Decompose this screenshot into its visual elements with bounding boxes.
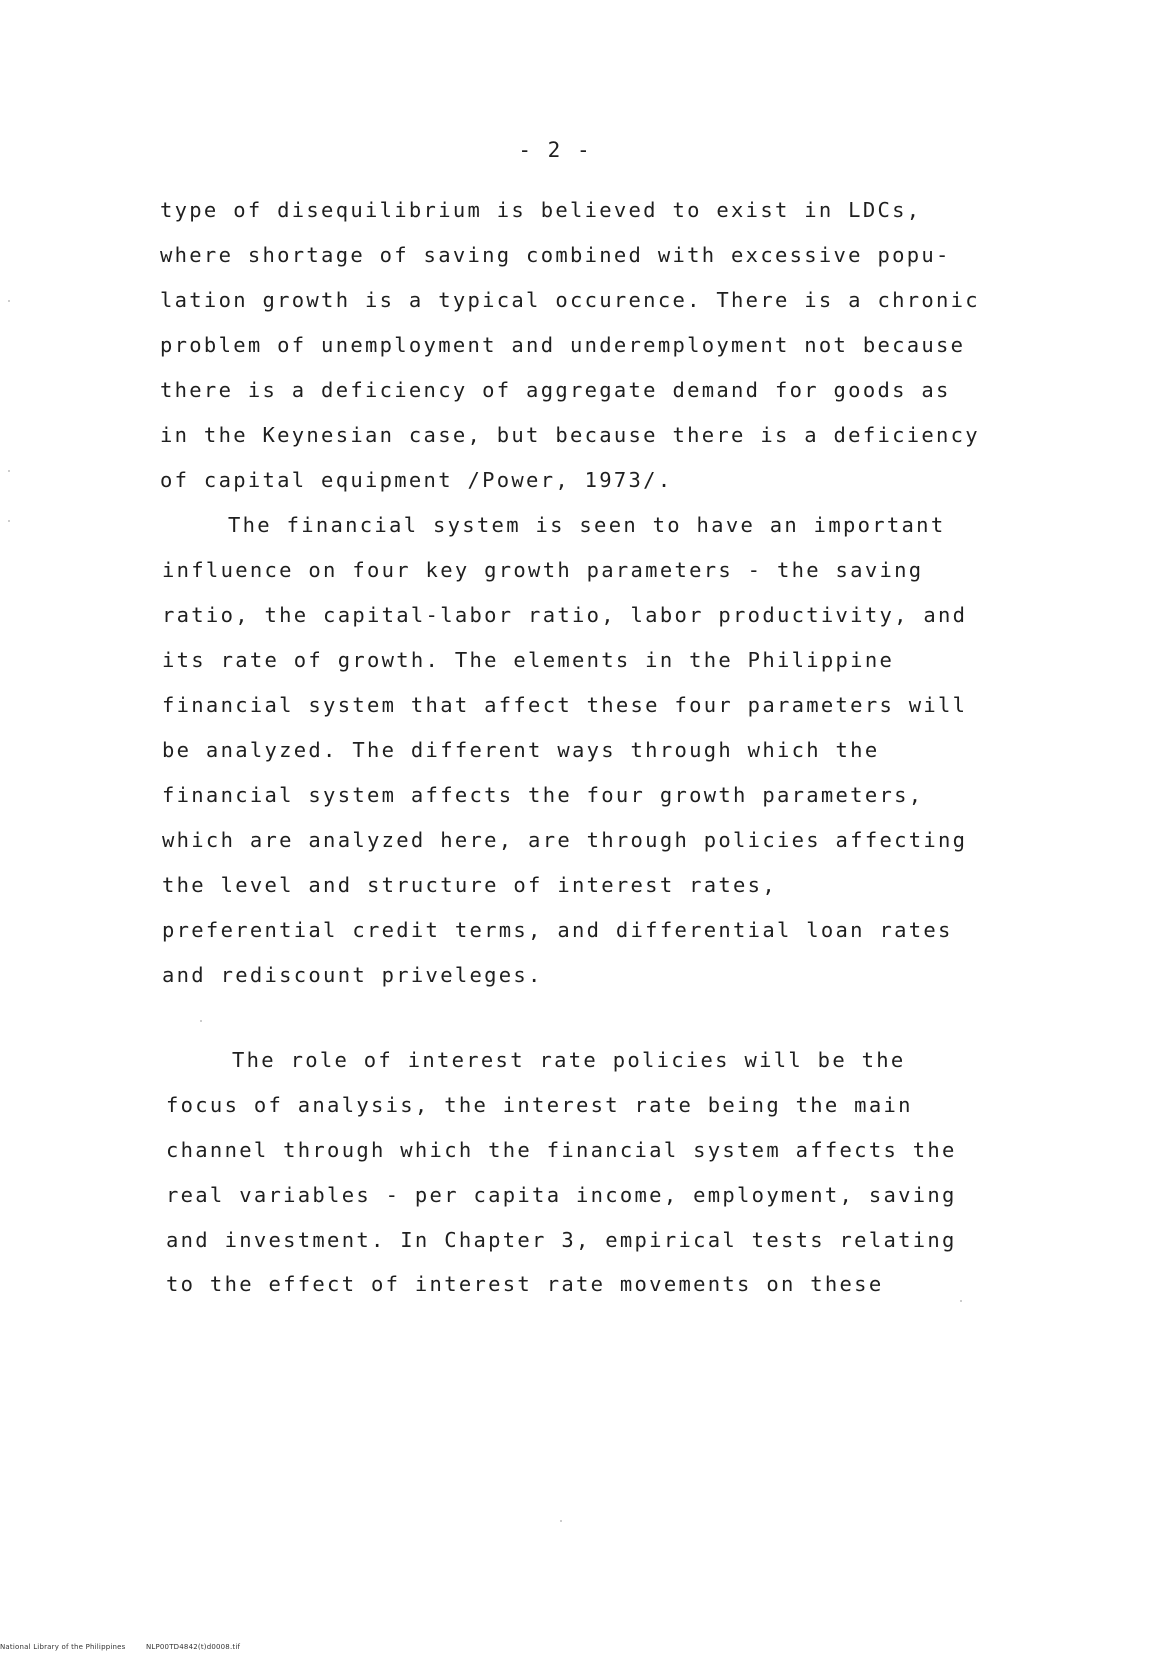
text-line: real variables - per capita income, employment, saving: [166, 1183, 957, 1207]
text-line: type of disequilibrium is believed to exist in LDCs,: [160, 198, 922, 222]
text-line: preferential credit terms, and differential loan rates: [162, 918, 953, 942]
scan-speck: [200, 1020, 202, 1022]
text-line: financial system that affect these four parameters will: [162, 693, 968, 717]
scan-footer: [0, 1643, 258, 1651]
scan-speck: [560, 1520, 562, 1522]
text-line: and investment. In Chapter 3, empirical tests relating: [166, 1228, 957, 1252]
text-line: and rediscount priveleges.: [162, 963, 543, 987]
text-line: financial system affects the four growth parameters,: [162, 783, 924, 807]
text-line: to the effect of interest rate movements on these: [166, 1272, 884, 1296]
text-line: influence on four key growth parameters - the saving: [162, 558, 924, 582]
text-line: of capital equipment /Power, 1973/.: [160, 468, 673, 492]
text-line: there is a deficiency of aggregate demand for goods as: [160, 378, 951, 402]
scan-speck: [8, 520, 10, 522]
text-line: the level and structure of interest rates,: [162, 873, 777, 897]
footer-file: NLP00TD4842(t)d0008.tif: [145, 1643, 241, 1651]
scan-speck: [8, 470, 10, 472]
text-line: which are analyzed here, are through policies affecting: [162, 828, 968, 852]
text-line: be analyzed. The different ways through which the: [162, 738, 880, 762]
footer-library: National Library of the Philippines: [0, 1643, 126, 1651]
text-line: its rate of growth. The elements in the Philippine: [162, 648, 895, 672]
scan-speck: [8, 300, 10, 302]
text-line: channel through which the financial system affects the: [166, 1138, 957, 1162]
text-line: in the Keynesian case, but because there is a deficiency: [160, 423, 980, 447]
text-line: where shortage of saving combined with excessive popu-: [160, 243, 951, 267]
text-line: lation growth is a typical occurence. There is a chronic: [160, 288, 980, 312]
text-line: ratio, the capital-labor ratio, labor productivity, and: [162, 603, 968, 627]
text-line: The role of interest rate policies will be the: [232, 1048, 906, 1072]
text-line: focus of analysis, the interest rate being the main: [166, 1093, 913, 1117]
text-line: The financial system is seen to have an important: [228, 513, 946, 537]
text-line: problem of unemployment and underemployment not because: [160, 333, 966, 357]
scan-speck: [960, 1300, 962, 1302]
page-number: - 2 -: [518, 138, 592, 162]
